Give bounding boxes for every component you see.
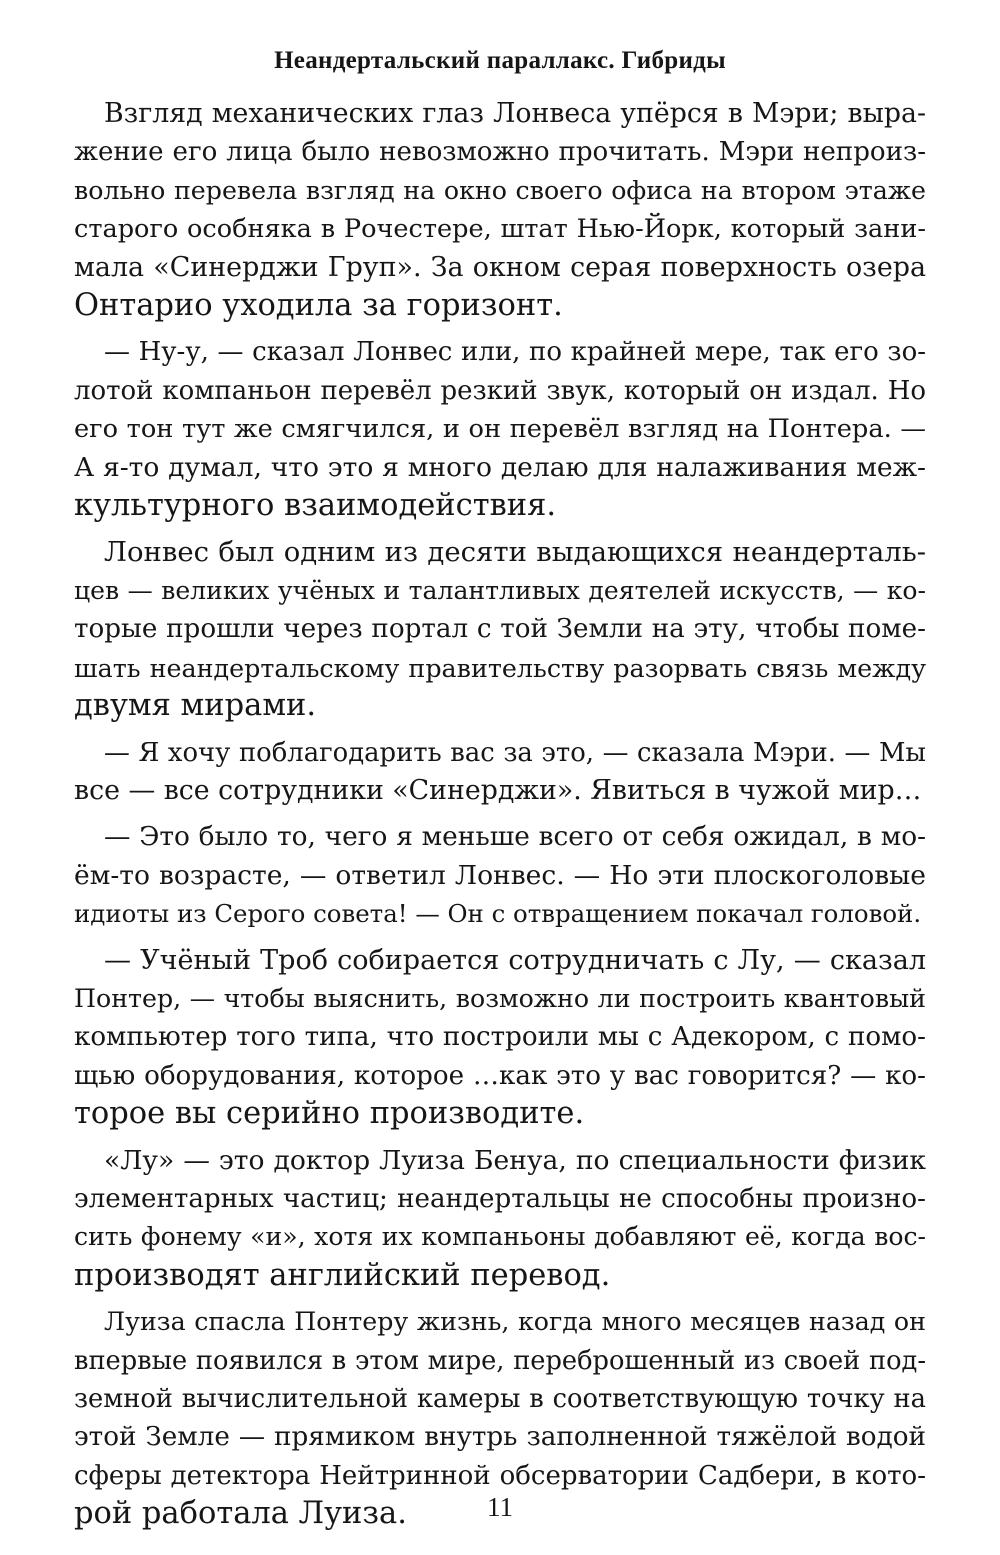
text-line: земной вычислительной камеры в соответствующую точку на bbox=[74, 1384, 926, 1414]
text-line: — Ну-у, — сказал Лонвес или, по крайней мере, так его зо- bbox=[104, 337, 926, 368]
text-line: Понтер, — чтобы выяснить, возможно ли построить квантовый bbox=[74, 983, 926, 1013]
page-number: 11 bbox=[487, 1492, 513, 1522]
text-line: ём-то возрасте, — ответил Лонвес. — Но эти плоскоголовые bbox=[74, 859, 926, 891]
text-line: Луиза спасла Понтеру жизнь, когда много месяцев назад он bbox=[104, 1307, 926, 1337]
text-line: — Это было то, чего я меньше всего от себя ожидал, в мо- bbox=[104, 822, 926, 853]
text-line: лотой компаньон перевёл резкий звук, который он издал. Но bbox=[74, 375, 926, 406]
text-line: А я-то думал, что это я много делаю для налаживания меж- bbox=[74, 451, 926, 483]
text-line: его тон тут же смягчился, и он перевёл взгляд на Понтера. — bbox=[74, 414, 926, 445]
text-line: мала «Синерджи Груп». За окном серая поверхность озера bbox=[74, 251, 926, 283]
text-line: культурного взаимодействия. bbox=[74, 488, 557, 524]
text-line: — Учёный Троб собирается сотрудничать с Лу, — сказал bbox=[104, 944, 926, 976]
text-line: элементарных частиц; неандертальцы не способны произно- bbox=[74, 1183, 926, 1214]
text-line: торые прошли через портал с той Земли на эту, чтобы поме- bbox=[74, 614, 926, 645]
paragraph bbox=[74, 333, 926, 525]
text-line: идиоты из Серого совета! — Он с отвращением покачал головой. bbox=[74, 899, 922, 929]
text-line: — Я хочу поблагодарить вас за это, — сказала Мэри. — Мы bbox=[104, 737, 926, 768]
text-line: рой работала Луиза. bbox=[74, 1496, 407, 1532]
paragraph bbox=[74, 734, 926, 811]
text-line: этой Земле — прямиком внутрь заполненной тяжёлой водой bbox=[74, 1422, 926, 1453]
paragraph bbox=[74, 1142, 926, 1296]
text-line: «Лу» — это доктор Луиза Бенуа, по специальности физик bbox=[104, 1144, 926, 1176]
text-line: компьютер того типа, что построили мы с Адекором, с помо- bbox=[74, 1022, 926, 1053]
running-head: Неандертальский параллакс. Гибриды bbox=[274, 47, 726, 74]
text-line: шать неандертальскому правительству разорвать связь между bbox=[74, 652, 926, 683]
text-line: впервые появился в этом мире, переброшенный из своей под- bbox=[74, 1345, 926, 1376]
text-line: Онтарио уходила за горизонт. bbox=[74, 288, 563, 324]
paragraph bbox=[74, 942, 926, 1134]
text-line: сферы детектора Нейтринной обсерватории Садбери, в кото- bbox=[74, 1460, 926, 1491]
text-line: старого особняка в Рочестере, штат Нью-Йорк, который зани- bbox=[74, 214, 926, 245]
text-line: жение его лица было невозможно прочитать. Мэри непроиз- bbox=[74, 137, 926, 168]
text-line: торое вы серийно производите. bbox=[74, 1096, 585, 1132]
paragraph bbox=[74, 95, 926, 325]
paragraph bbox=[74, 533, 926, 725]
text-line: двумя мирами. bbox=[74, 688, 317, 724]
body-text bbox=[74, 95, 926, 1542]
text-line: Лонвес был одним из десяти выдающихся неандерталь- bbox=[104, 536, 926, 569]
paragraph bbox=[74, 818, 926, 933]
text-line: щью оборудования, которое …как это у вас говорится? — ко- bbox=[74, 1060, 926, 1091]
text-line: сить фонему «и», хотя их компаньоны добавляют её, когда вос- bbox=[74, 1222, 926, 1252]
text-line: вольно перевела взгляд на окно своего офиса на втором этаже bbox=[74, 175, 926, 205]
text-line: производят английский перевод. bbox=[74, 1257, 611, 1293]
text-line: Взгляд механических глаз Лонвеса упёрся в Мэри; выра- bbox=[104, 98, 926, 129]
text-line: цев — великих учёных и талантливых деятелей искусств, — ко- bbox=[74, 575, 926, 605]
text-line: все — все сотрудники «Синерджи». Явиться в чужой мир… bbox=[74, 774, 922, 806]
